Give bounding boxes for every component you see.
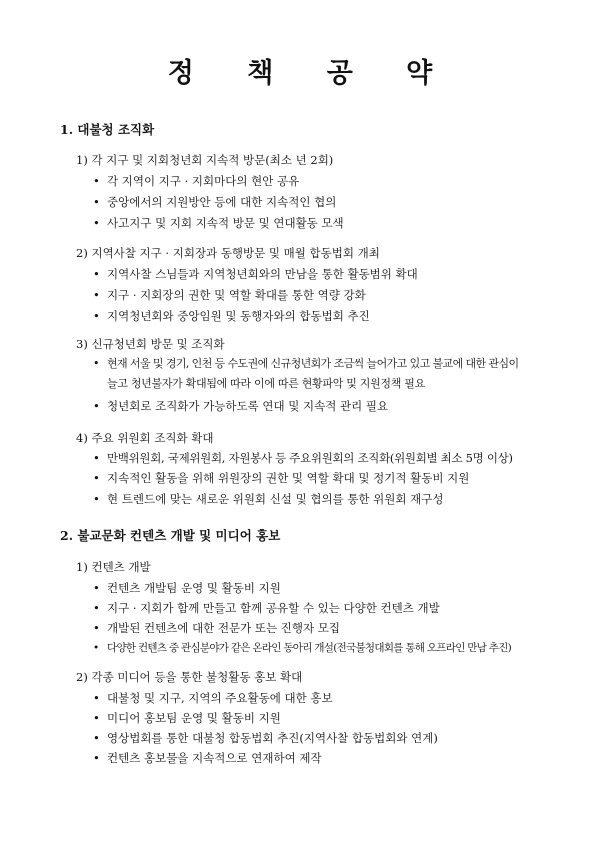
bullet-icon: • — [93, 267, 100, 281]
list-item: • 현재 서울 및 경기, 인천 등 수도권에 신규청년회가 조금씩 늘어가고 있고 불교에 대한 관심이 — [93, 357, 519, 370]
bullet-icon: • — [93, 216, 100, 230]
subsection-heading-1-2: 2) 지역사찰 지구 · 지회장과 동행방문 및 매월 합동법회 개최 — [76, 246, 380, 260]
bullet-icon: • — [93, 711, 100, 725]
bullet-icon: • — [93, 691, 100, 705]
bullet-icon: • — [93, 601, 100, 615]
subsection-heading-2-2: 2) 각종 미디어 등을 통한 불청활동 홍보 확대 — [76, 670, 303, 684]
list-item: • 청년회로 조직화가 가능하도록 연대 및 지속적 관리 필요 — [93, 399, 389, 413]
bullet-icon: • — [93, 471, 100, 485]
bullet-icon: • — [93, 621, 100, 635]
bullet-icon: • — [93, 581, 100, 595]
subsection-heading-2-1: 1) 컨텐츠 개발 — [76, 560, 151, 574]
bullet-icon: • — [93, 751, 100, 765]
subsection-heading-1-3: 3) 신규청년회 방문 및 조직화 — [76, 337, 225, 351]
list-item: • 지속적인 활동을 위해 위원장의 권한 및 역할 확대 및 정기적 활동비 지원 — [93, 471, 470, 485]
bullet-icon: • — [93, 357, 99, 370]
bullet-icon: • — [93, 399, 100, 413]
bullet-icon: • — [93, 492, 100, 506]
list-item: • 지역청년회와 중앙임원 및 동행자와의 합동법회 추진 — [93, 309, 370, 323]
bullet-icon: • — [93, 174, 100, 188]
section-heading-1: 1. 대불청 조직화 — [60, 122, 155, 137]
list-item: • 다양한 컨텐츠 중 관심분야가 같은 온라인 동아리 개설(전국불청대회를 통해 오프라인 만남 추진) — [93, 642, 512, 654]
bullet-icon: • — [93, 309, 100, 323]
list-item: • 대불청 및 지구, 지역의 주요활동에 대한 홍보 — [93, 691, 333, 705]
bullet-icon: • — [93, 451, 100, 465]
section-heading-2: 2. 불교문화 컨텐츠 개발 및 미디어 홍보 — [60, 528, 281, 543]
list-item: • 중앙에서의 지원방안 등에 대한 지속적인 협의 — [93, 195, 337, 209]
list-item: • 영상법회를 통한 대불청 합동법회 추진(지역사찰 합동법회와 연계) — [93, 731, 438, 745]
list-item: • 만백위원회, 국제위원회, 자원봉사 등 주요위원회의 조직화(위원회별 최소 5명 이상) — [93, 451, 513, 465]
list-item: • 지구 · 지회장의 권한 및 역할 확대를 통한 역량 강화 — [93, 288, 366, 302]
bullet-icon: • — [93, 195, 100, 209]
bullet-icon: • — [93, 642, 99, 654]
list-item: • 미디어 홍보팀 운영 및 활동비 지원 — [93, 711, 281, 725]
list-item: • 각 지역이 지구 · 지회마다의 현안 공유 — [93, 174, 300, 188]
list-item: • 현 트렌드에 맞는 새로운 위원회 신설 및 협의를 통한 위원회 재구성 — [93, 492, 444, 506]
list-item-continuation: 늘고 청년불자가 확대됨에 따라 이에 따른 현황파악 및 지원정책 필요 — [107, 377, 425, 390]
list-item: • 지역사찰 스님들과 지역청년회와의 만남을 통한 활동범위 확대 — [93, 267, 418, 281]
bullet-icon: • — [93, 288, 100, 302]
subsection-heading-1-1: 1) 각 지구 및 지회청년회 지속적 방문(최소 년 2회) — [76, 153, 334, 167]
page-title: 정 책 공 약 — [167, 58, 455, 89]
list-item: • 개발된 컨텐츠에 대한 전문가 또는 진행자 모집 — [93, 621, 341, 635]
list-item: • 사고지구 및 지회 지속적 방문 및 연대활동 모색 — [93, 216, 344, 230]
list-item: • 컨텐츠 개발팀 운영 및 활동비 지원 — [93, 581, 281, 595]
list-item: • 지구 · 지회가 함께 만들고 함께 공유할 수 있는 다양한 컨텐츠 개발 — [93, 601, 440, 615]
bullet-icon: • — [93, 731, 100, 745]
subsection-heading-1-4: 4) 주요 위원회 조직화 확대 — [76, 431, 214, 445]
list-item: • 컨텐츠 홍보물을 지속적으로 연재하여 제작 — [93, 751, 322, 765]
